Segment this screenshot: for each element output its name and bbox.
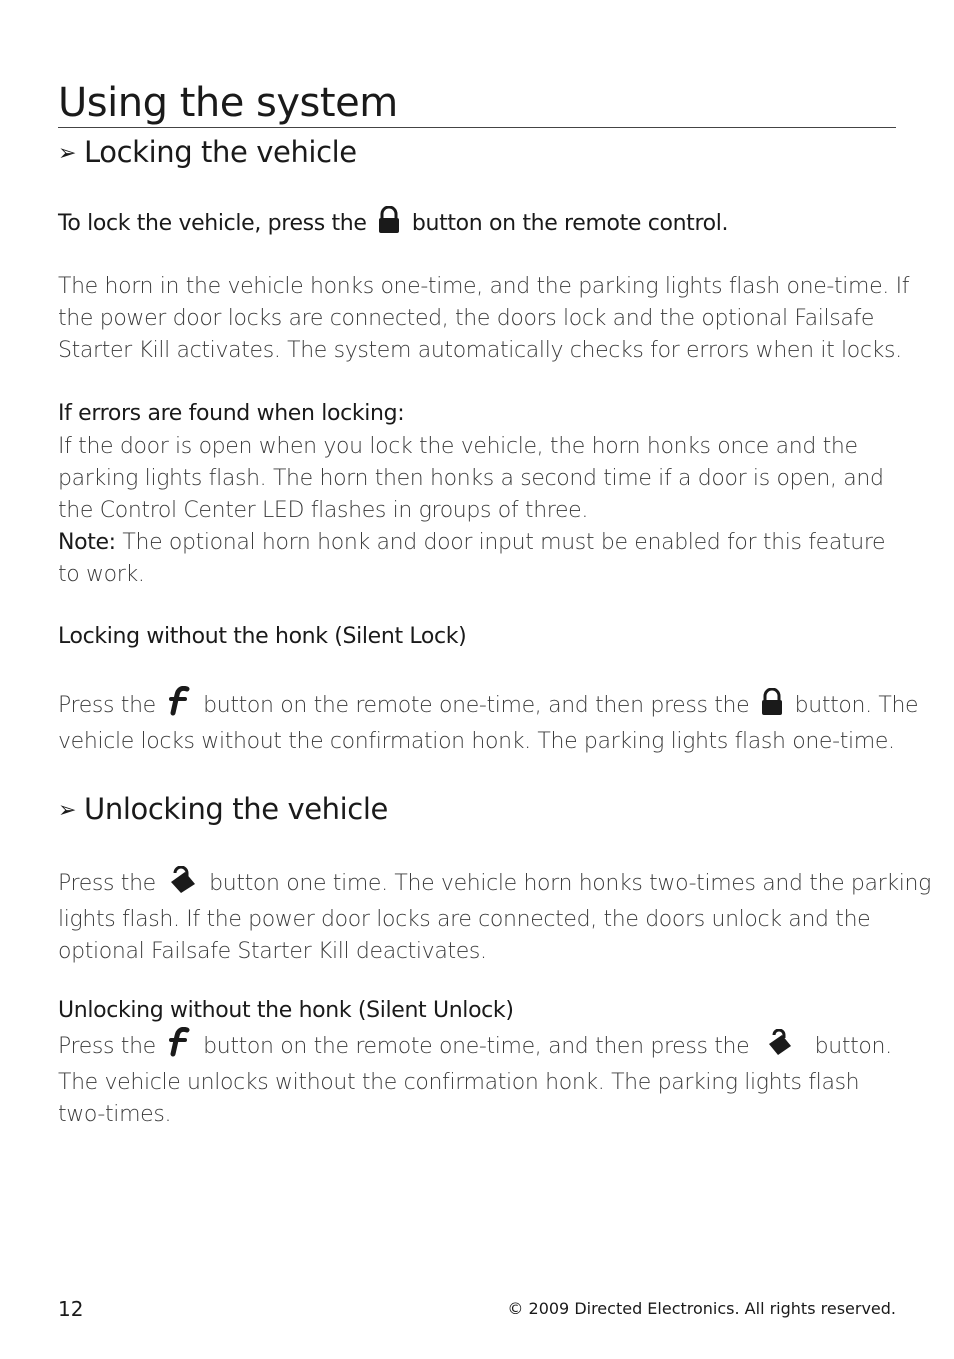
section-heading-locking: ➢ Locking the vehicle xyxy=(58,135,357,169)
silent-lock-heading: Locking without the honk (Silent Lock) xyxy=(58,624,467,649)
lock-instruction: To lock the vehicle, press the button on the remote control. xyxy=(58,206,896,244)
errors-paragraph: If the door is open when you lock the vehicle, the horn honks once and the parking lights flash. The horn then honks a second time if a door is open, and the Control Center LED flashes in groups of three. Note: The optional horn honk and door input must be enabled for this feature to work. xyxy=(58,434,886,587)
manual-page xyxy=(58,0,931,1359)
unlock-icon xyxy=(766,1029,794,1067)
silent-lock-paragraph: Press the button on the remote one-time, and then press the button. The vehicle locks without the confirmation honk. The parking lights flash one-time. xyxy=(58,686,896,758)
silent-unlock-paragraph: Press the button on the remote one-time, and then press the button. The vehicle unlocks without the confirmation honk. The parking lights flash two-times. xyxy=(58,1027,896,1131)
unlock-icon xyxy=(167,866,199,904)
unlocking-paragraph: Press the button one time. The vehicle horn honks two-times and the parking lights flash. If the power door locks are connected, the doors unlock and the optional Failsafe Starter Kill deactivates. xyxy=(58,866,896,968)
silent-unlock-heading: Unlocking without the honk (Silent Unlock) xyxy=(58,998,514,1023)
section-heading-unlocking: ➢ Unlocking the vehicle xyxy=(58,792,388,826)
function-f-icon xyxy=(167,1027,193,1067)
arrowhead-icon: ➢ xyxy=(58,798,77,823)
errors-heading: If errors are found when locking: xyxy=(58,401,405,426)
page-title: Using the system xyxy=(58,79,896,128)
lock-icon xyxy=(760,688,784,726)
note-label: Note: xyxy=(58,530,116,555)
copyright-notice: © 2009 Directed Electronics. All rights reserved. xyxy=(507,1299,896,1318)
locking-paragraph: The horn in the vehicle honks one-time, and the parking lights flash one-time. If the power door locks are connected, the doors lock and the optional Failsafe Starter Kill activates. The system automatically checks for errors when it locks. xyxy=(58,274,910,363)
arrowhead-icon: ➢ xyxy=(58,141,77,166)
lock-icon xyxy=(377,206,401,244)
page-number: 12 xyxy=(58,1297,84,1321)
function-f-icon xyxy=(167,686,193,726)
